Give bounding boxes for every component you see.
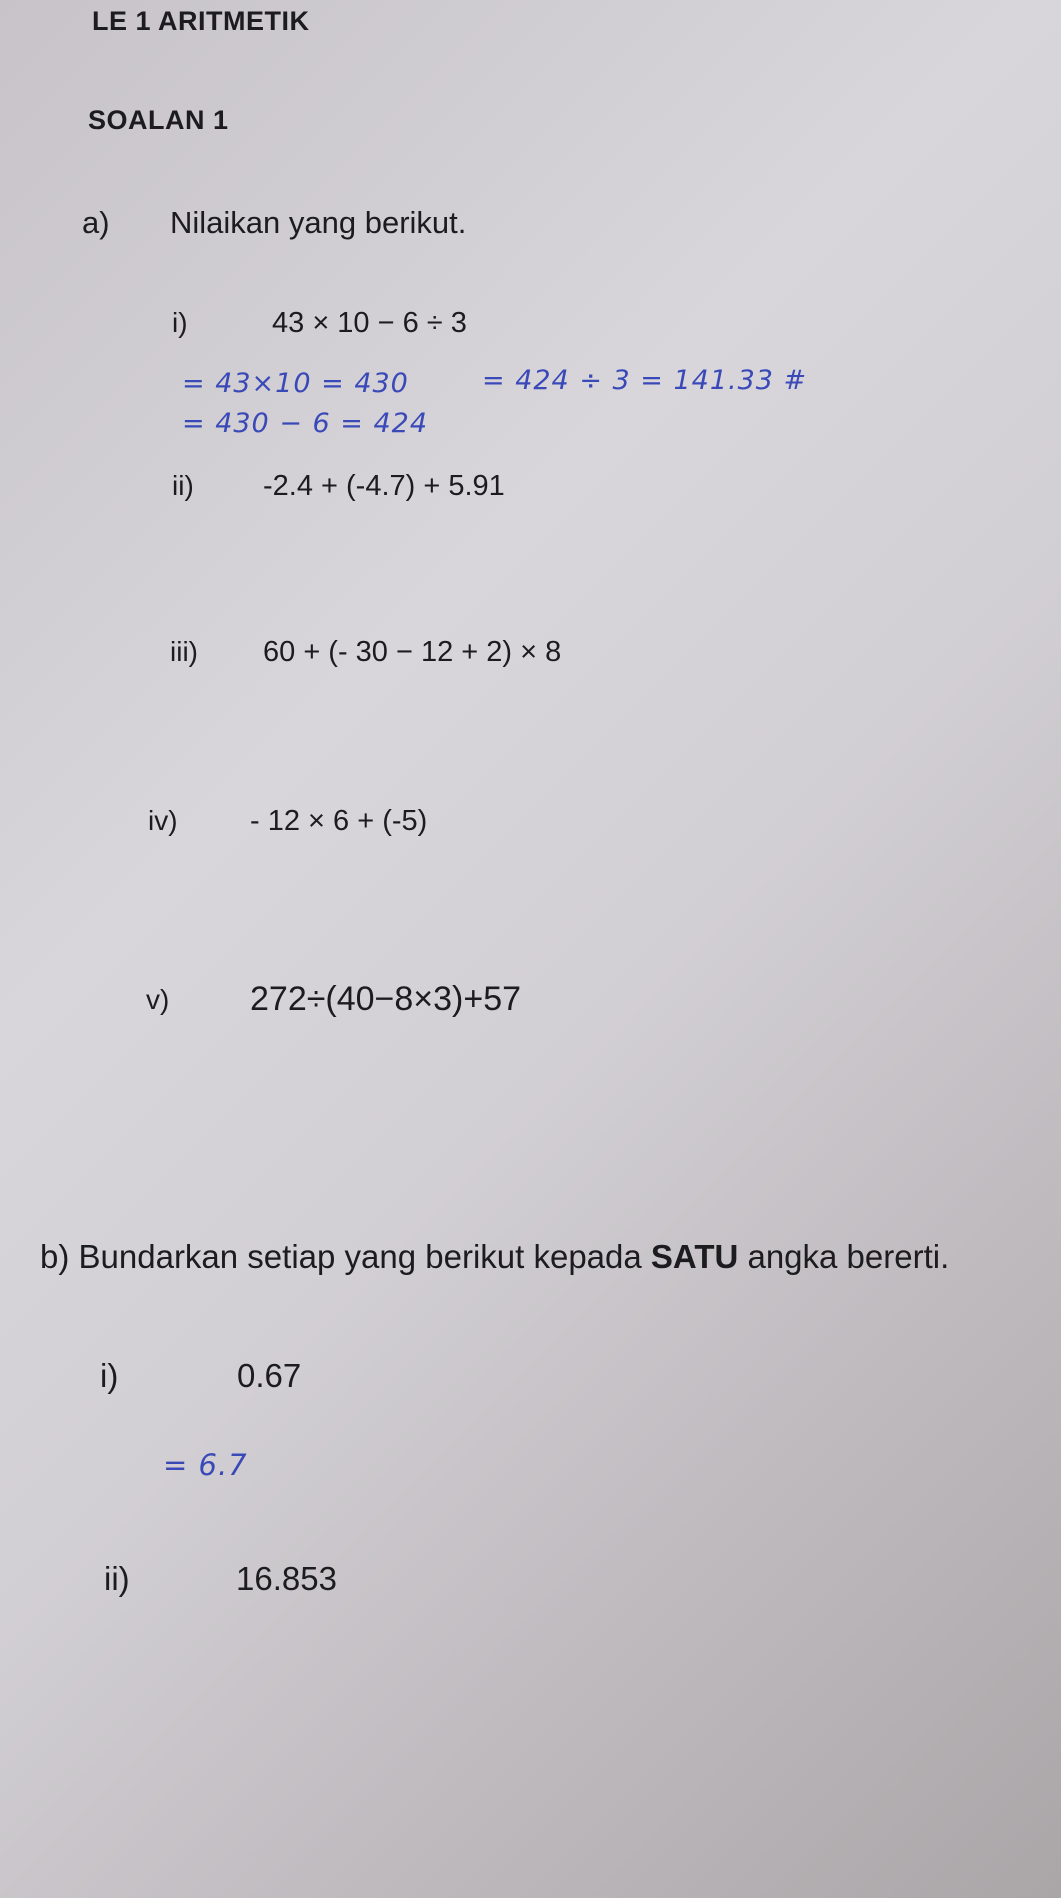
part-a-expression: - 12 × 6 + (-5)	[250, 805, 428, 837]
part-a-label: a)	[82, 205, 110, 240]
part-b-item-label: ii)	[104, 1560, 130, 1597]
part-b-instruction-end: angka bererti.	[738, 1238, 950, 1275]
handwritten-answer: = 6.7	[163, 1448, 248, 1482]
handwritten-working: = 430 − 6 = 424	[182, 408, 429, 439]
part-b-instruction-bold: SATU	[650, 1238, 739, 1275]
part-b-value: 0.67	[237, 1357, 302, 1394]
part-b-instruction	[40, 1238, 949, 1276]
part-a-item-label: ii)	[172, 470, 194, 501]
part-a-item-label: i)	[172, 307, 188, 338]
part-a-expression: 60 + (- 30 − 12 + 2) × 8	[263, 636, 562, 668]
part-a-item-label: v)	[146, 984, 170, 1015]
part-b-label: b)	[40, 1238, 70, 1275]
part-a-item-label: iv)	[148, 805, 178, 836]
part-b-item-label: i)	[100, 1357, 119, 1394]
part-a-item-label: iii)	[170, 636, 198, 667]
handwritten-working: = 43×10 = 430	[182, 368, 409, 399]
part-a-expression: 272÷(40−8×3)+57	[250, 980, 522, 1018]
worksheet-title: LE 1 ARITMETIK	[92, 6, 310, 36]
part-b-value: 16.853	[236, 1560, 337, 1597]
part-b-instruction-text: Bundarkan setiap yang berikut kepada	[78, 1238, 651, 1275]
section-heading: SOALAN 1	[88, 105, 229, 135]
handwritten-working: = 424 ÷ 3 = 141.33 #	[482, 365, 808, 396]
part-a-expression: 43 × 10 − 6 ÷ 3	[272, 307, 467, 339]
part-a-instruction: Nilaikan yang berikut.	[170, 205, 467, 240]
part-a-expression: -2.4 + (-4.7) + 5.91	[263, 470, 505, 502]
